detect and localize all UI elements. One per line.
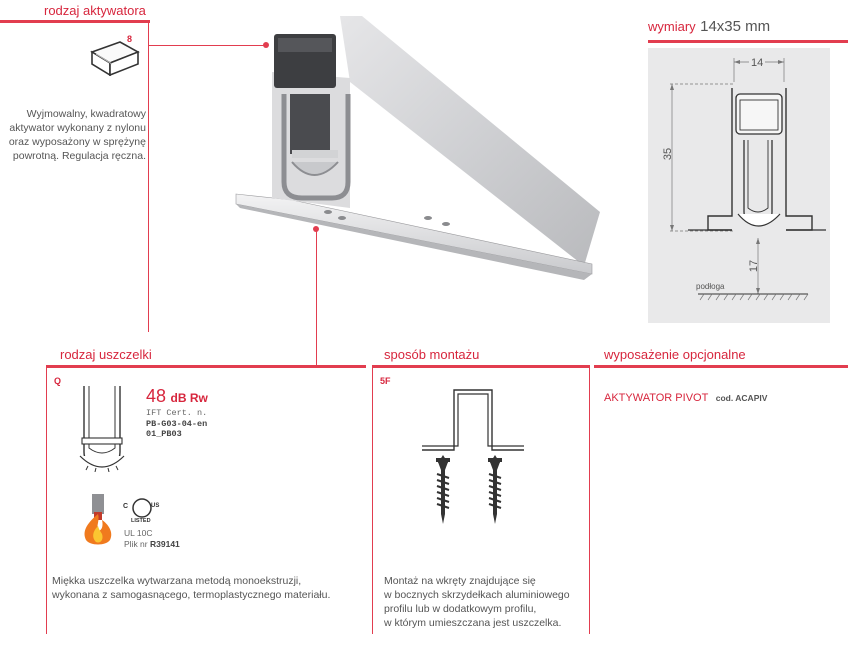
mounting-title-rule <box>372 365 590 368</box>
screw-icon-left <box>434 458 452 524</box>
screw-icon-right <box>486 458 504 524</box>
actuator-code: 8 <box>127 34 133 44</box>
screw-arrow-left <box>438 450 448 458</box>
actuator-description-line: oraz wyposażony w sprężynę <box>8 136 146 148</box>
dimensions-title-rule <box>648 40 848 43</box>
mounting-code: 5F <box>380 376 391 386</box>
seal-ul-line: UL 10C <box>124 528 153 538</box>
actuator-title-rule <box>0 20 150 23</box>
seal-description-line: Miękka uszczelka wytwarzana metodą monoekstruzji, <box>52 575 302 587</box>
ul-mark-listed: LISTED <box>131 518 151 524</box>
mounting-description-line: Montaż na wkręty znajdujące się <box>384 575 536 587</box>
mounting-description <box>384 574 584 630</box>
seal-ul-file-prefix: Plik nr <box>124 539 148 549</box>
mounting-column-left-rule <box>372 366 373 634</box>
actuator-description-line: Wyjmowalny, kwadratowy <box>26 108 146 120</box>
seal-cert-line: IFT Cert. n. <box>146 408 208 418</box>
mounting-description-line: w którym umieszczana jest uszczelka. <box>384 617 562 629</box>
dimensions-value: 14x35 mm <box>700 18 771 35</box>
actuator-description <box>0 107 146 163</box>
mounting-profile-drawing <box>418 384 528 454</box>
mounting-title: sposób montażu <box>384 347 480 362</box>
dimensions-heading <box>648 18 770 36</box>
seal-description <box>52 574 352 602</box>
dimension-height-label: 35 <box>662 147 675 161</box>
dimension-width-label: 14 <box>751 57 764 69</box>
seal-title: rodzaj uszczelki <box>60 347 152 362</box>
optional-item <box>604 388 767 406</box>
actuator-leader-vertical <box>148 22 149 332</box>
actuator-block-image <box>86 38 142 76</box>
seal-ul-file <box>124 539 180 550</box>
product-render <box>232 12 602 282</box>
actuator-description-line: powrotną. Regulacja ręczna. <box>12 150 146 162</box>
seal-cert-block <box>146 408 207 440</box>
seal-db-value: 48 <box>146 386 167 406</box>
mounting-description-line: w bocznych skrzydełkach aluminiowego <box>384 589 570 601</box>
mounting-column-right-rule <box>589 366 590 634</box>
seal-profile-drawing <box>76 382 128 472</box>
optional-title-rule <box>594 365 848 368</box>
optional-item-code: cod. ACAPIV <box>715 393 768 403</box>
seal-column-left-rule <box>46 366 47 634</box>
screw-arrow-right <box>490 450 500 458</box>
seal-ul-info <box>124 528 180 550</box>
fire-icon <box>80 494 116 546</box>
seal-title-rule <box>46 365 366 368</box>
seal-cert-line: PB-G03-04-en <box>146 418 208 429</box>
seal-ul-file-number: R39141 <box>150 539 180 549</box>
seal-description-line: wykonana z samogasnącego, termoplastycznego materiału. <box>52 589 331 601</box>
seal-leader-vertical <box>316 230 317 366</box>
mounting-description-line: profilu lub w dodatkowym profilu, <box>384 603 537 615</box>
ul-mark-us: US <box>151 503 160 509</box>
seal-code: Q <box>54 376 62 386</box>
dimension-drop-label: 17 <box>748 259 761 273</box>
optional-title: wyposażenie opcjonalne <box>604 347 746 362</box>
seal-db-rating <box>146 386 208 407</box>
dimensions-drawing-panel <box>648 48 830 323</box>
seal-cert-line: 01_PB03 <box>146 429 182 439</box>
actuator-title: rodzaj aktywatora <box>44 3 146 18</box>
ul-listed-icon <box>122 496 162 526</box>
actuator-description-line: aktywator wykonany z nylonu <box>9 122 146 134</box>
optional-item-name: AKTYWATOR PIVOT <box>604 392 709 404</box>
dimensions-label: wymiary <box>648 19 696 34</box>
seal-db-unit: dB Rw <box>170 391 208 405</box>
floor-label: podłoga <box>696 282 725 291</box>
ul-mark-c: C <box>123 503 129 510</box>
